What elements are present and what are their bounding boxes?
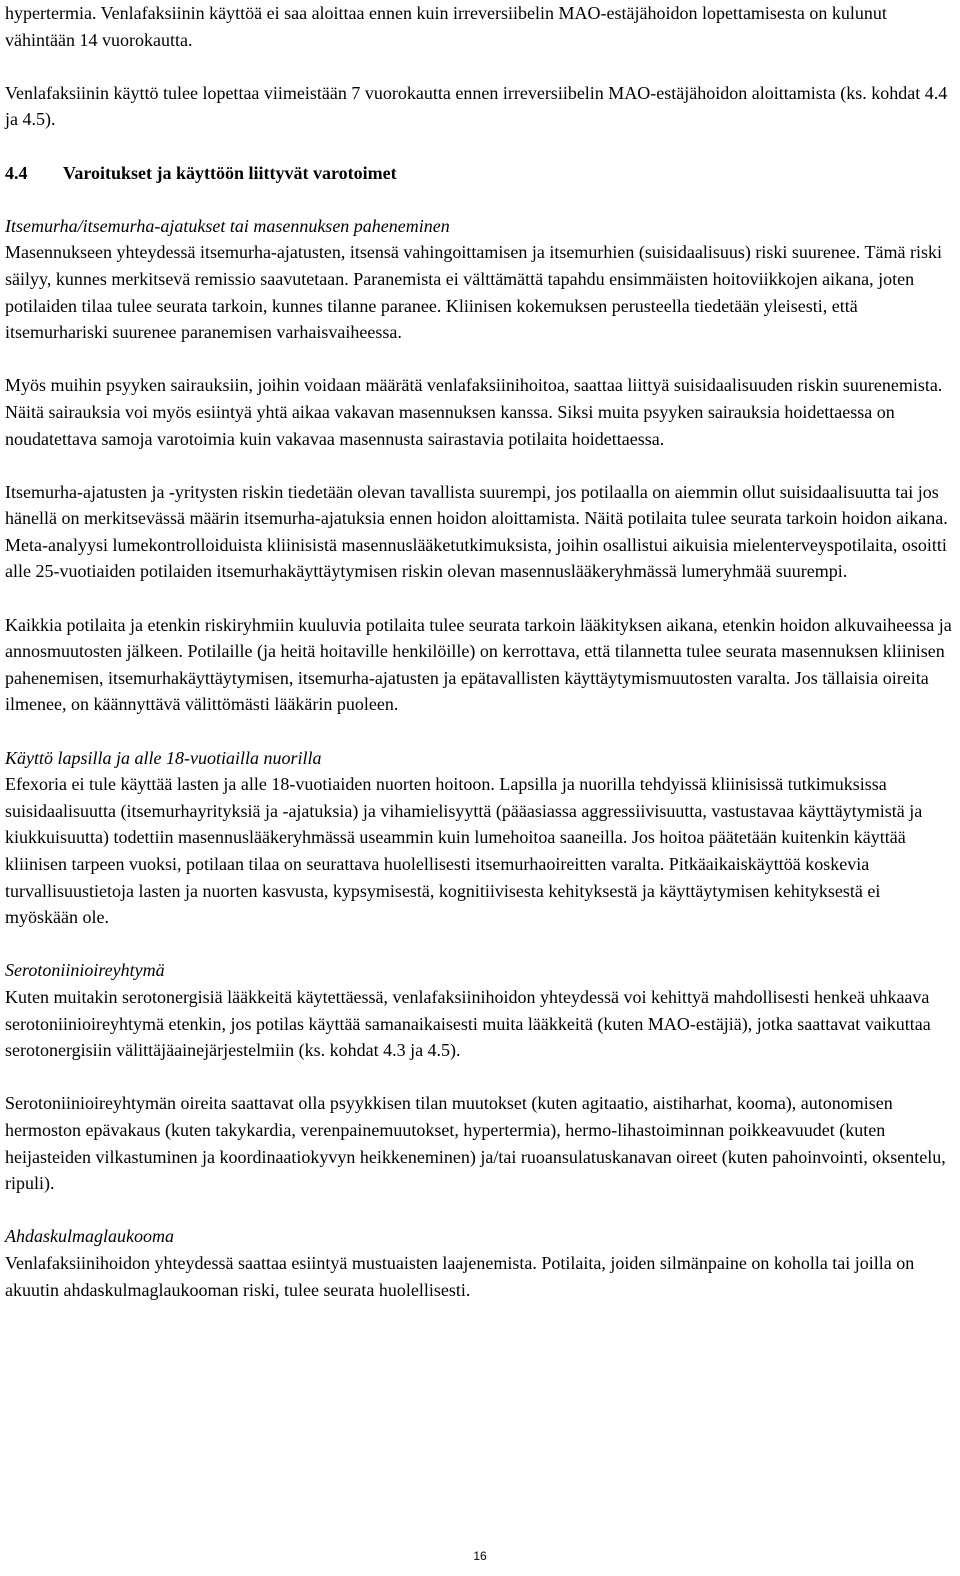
- paragraph: Masennukseen yhteydessä itsemurha-ajatusten, itsensä vahingoittamisen ja itsemurhien (suisidaalisuus) riski suurenee. Tämä riski säilyy, kunnes merkitsevä remissio saavutetaan. Paranemista ei välttämättä tapahdu ensimmäisten hoitoviikkojen aikana, joten potilaiden tilaa tulee seurata tarkoin, kunnes tilanne paranee. Kliinisen kokemuksen perusteella tiedetään yleisesti, että itsemurhariski suurenee paranemisen varhaisvaiheessa.: [5, 242, 942, 343]
- paragraph: Kuten muitakin serotonergisiä lääkkeitä käytettäessä, venlafaksiinihoidon yhteydessä voi kehittyä mahdollisesti henkeä uhkaava serotoniinioireyhtymä etenkin, jos potilas käyttää samanaikaisesti muita lääkkeitä (kuten MAO-estäjiä), jotka saattavat vaikuttaa serotonergisiin välittäjäainejärjestelmiin (ks. kohdat 4.3 ja 4.5).: [5, 986, 931, 1061]
- page-number: 16: [473, 1549, 487, 1563]
- section-number: 4.4: [5, 162, 28, 183]
- subsection-suicide: [5, 213, 955, 718]
- subsection-pediatric: [5, 745, 955, 931]
- paragraph: Itsemurha-ajatusten ja -yritysten riskin tiedetään olevan tavallista suurempi, jos potilaalla on aiemmin ollut suisidaalisuutta tai jos hänellä on merkitsevässä määrin itsemurha-ajatuksia ennen hoidon aloittamista. Näitä potilaita tulee seurata tarkoin hoidon aikana. Meta-analyysi lumekontrolloiduista kliinisistä masennuslääketutkimuksista, joihin osallistui aikuisia mielenterveyspotilaita, osoitti alle 25-vuotiaiden potilaiden itsemurhakäyttäytymisen riskin olevan masennuslääkeryhmässä lumeryhmää suurempi.: [5, 481, 948, 582]
- subsection-heading: Käyttö lapsilla ja alle 18-vuotiailla nuorilla: [5, 747, 322, 768]
- document-page: [5, 0, 955, 1303]
- subsection-heading: Itsemurha/itsemurha-ajatukset tai masennuksen paheneminen: [5, 215, 450, 236]
- subsection-glaucoma: [5, 1223, 955, 1303]
- paragraph: Myös muihin psyyken sairauksiin, joihin voidaan määrätä venlafaksiinihoitoa, saattaa liittyä suisidaalisuuden riskin suurenemista. Näitä sairauksia voi myös esiintyä yhtä aikaa vakavan masennuksen kanssa. Siksi muita psyyken sairauksia hoidettaessa on noudatettava samoja varotoimia kuin vakavaa masennusta sairastavia potilaita hoidettaessa.: [5, 375, 943, 449]
- paragraph: Efexoria ei tule käyttää lasten ja alle 18-vuotiaiden nuorten hoitoon. Lapsilla ja nuorilla tehdyissä kliinisissä tutkimuksissa suisidaalisuutta (itsemurhayrityksiä ja -ajatuksia) ja vihamielisyyttä (pääasiassa aggressiivisuutta, vastustavaa käyttäytymistä ja kiukkuisuutta) todettiin masennuslääkeryhmässä useammin kuin lumehoitoa saaneilla. Jos hoitoa päätetään kuitenkin käyttää kliinisen tarpeen vuoksi, potilaan tilaa on seurattava huolellisesti itsemurhaoireitten varalta. Pitkäaikaiskäyttöä koskevia turvallisuustietoja lasten ja nuorten kasvusta, kypsymisestä, kognitiivisesta kehityksestä ja käyttäytymisen kehityksestä ei myöskään ole.: [5, 774, 923, 928]
- subsection-serotonin-syndrome: [5, 957, 955, 1196]
- paragraph: Venlafaksiinihoidon yhteydessä saattaa esiintyä mustuaisten laajenemista. Potilaita, joiden silmänpaine on koholla tai joilla on akuutin ahdaskulmaglaukooman riski, tulee seurata huolellisesti.: [5, 1252, 915, 1300]
- section-heading: [5, 160, 955, 187]
- paragraph-mao-washout: hypertermia. Venlafaksiinin käyttöä ei saa aloittaa ennen kuin irreversiibelin MAO-estäjähoidon lopettamisesta on kulunut vähintään 14 vuorokautta.: [5, 3, 887, 50]
- subsection-heading: Ahdaskulmaglaukooma: [5, 1226, 174, 1247]
- paragraph-mao-stop: Venlafaksiinin käyttö tulee lopettaa viimeistään 7 vuorokautta ennen irreversiibelin MAO-estäjähoidon aloittamista (ks. kohdat 4.4 ja 4.5).: [5, 82, 948, 130]
- section-title: Varoitukset ja käyttöön liittyvät varotoimet: [63, 162, 397, 183]
- subsection-heading: Serotoniinioireyhtymä: [5, 960, 165, 981]
- paragraph: Kaikkia potilaita ja etenkin riskiryhmiin kuuluvia potilaita tulee seurata tarkoin lääkityksen aikana, etenkin hoidon alkuvaiheessa ja annosmuutosten jälkeen. Potilaille (ja heitä hoitaville henkilöille) on kerrottava, että tilannetta tulee seurata masennuksen kliinisen pahenemisen, itsemurhakäyttäytymisen, itsemurha-ajatusten ja epätavallisten käyttäytymismuutosten varalta. Jos tällaisia oireita ilmenee, on käännyttävä välittömästi lääkärin puoleen.: [5, 614, 952, 715]
- paragraph: Serotoniinioireyhtymän oireita saattavat olla psyykkisen tilan muutokset (kuten agitaatio, aistiharhat, kooma), autonomisen hermoston epävakaus (kuten takykardia, verenpainemuutokset, hypertermia), hermo-lihastoiminnan poikkeavuudet (kuten heijasteiden vilkastuminen ja koordinaatiokyvyn heikkeneminen) ja/tai ruoansulatuskanavan oireet (kuten pahoinvointi, oksentelu, ripuli).: [5, 1093, 946, 1194]
